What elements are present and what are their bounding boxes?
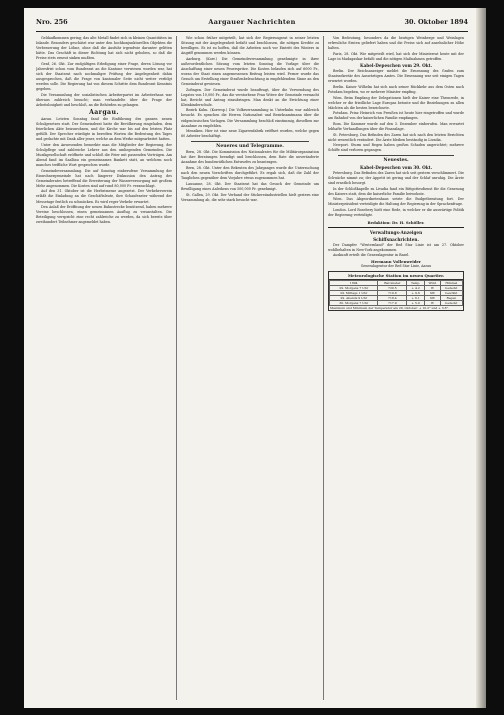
weather-row [330,300,463,305]
weather-cell: + 6.1 [407,295,425,300]
weather-column-header: Barometer [378,280,407,285]
article-paragraph: Berlin. Der Reichsanzeiger meldet die Ernennung des Grafen zum Staatssekretär des Auswärtigen Amtes. Die Ernennung war seit einigen Tagen erwartet worden. [328,69,464,84]
weather-cell: + 5.0 [407,300,425,305]
article-paragraph: Die Versammlung der sozialistischen Arbeiterpartei im Arbeiterhaus war überaus zahlreich besucht; man verhandelte über die Frage der Arbeitslosigkeit und beschloß, an die Behörden zu gelangen. [36,92,172,107]
article-paragraph: Zofingen. Der Gemeinderat wurde beauftragt, über die Verwendung des Legates von 10,000 Fr., das die verstorbene Frau Witwe der Gemeinde vermacht hat, Bericht und Antrag einzubringen. Man denkt an die Errichtung einer Kleinkinderschule. [181,87,319,107]
weather-cell: 29. Morgens 7 Uhr [330,285,378,290]
page-fold-shadow [476,8,486,708]
article-paragraph: Wien. Das Abgeordnetenhaus setzte die Budgetberatung fort. Der Ministerpräsident verteidigte die Haltung der Regierung in der Sprachenfrage. [328,197,464,207]
column-1 [36,36,172,700]
article-paragraph: Newport. Sturm und Regen haben großen Schaden angerichtet; mehrere Schiffe sind verloren gegangen. [328,143,464,153]
article-paragraph: Den Anlaß der Eröffnung der neuen Bahnstrecke benützend, haben mehrere Vereine beschlossen, einen gemeinsamen Ausflug zu veranstalten. Die Beteiligung verspricht eine recht zahlreiche zu werden, da sich bereits über zweihundert Teilnehmer angemeldet haben. [36,205,172,225]
article-paragraph: Bern, 28. Okt. Die Kommission des Nationalrates für die Militärorganisation hat ihre Beratungen beendigt und beschlossen, dem Rate die unveränderte Annahme des bundesrätlichen Entwurfes zu beantragen. [181,150,319,165]
column-divider [323,36,324,700]
weather-column-header: Wind [425,280,441,285]
issue-date: 30. Oktober 1894 [404,18,468,26]
article-paragraph: Geldaufkommen gering; das alte Metall findet sich in kleinen Quantitäten im Inlande. Besonders geschätzt war unter den hochkonjunkturellen Objekten die Verbesserung der Löhne, ohne daß die Ausfuhr irgendwie darunter gelitten hätte. Das Geschäft in dieser Richtung hat sich nicht gehoben, so daß die Preise stets erneut sinken mußten. [36,36,172,61]
weather-title: Meteorologische Station im neuen Quartier. [329,272,463,279]
section-heading-telegrams: Kabel-Depeschen vom 29. Okt. [359,63,433,69]
col2-news-articles [181,150,319,202]
weather-cell: 720.5 [378,285,407,290]
col3-intro [328,36,464,62]
article-paragraph: Aarau. Letzten Sonntag fand die Einführung des ganzen neuen Schulgesetzes statt. Der Gemeinderat hatte die Bevölkerung eingeladen, dem feierlichen Akte beizuwohnen, und die Kirche war bis auf den letzten Platz gefüllt. Der Sprecher würdigte in beredten Worten die Bedeutung des Tages und gedachte mit Dank aller jener, welche an dem Werke mitgearbeitet hatten. [36,116,172,142]
weather-cell: 29. Abends 9 Uhr [330,295,378,300]
weather-cell: bedeckt [440,285,462,290]
weather-note: Maximum und Minimum der Temperatur am 29. Oktober: + 10.2° und + 3.8°. [330,305,449,310]
article-paragraph: In der Schloßkapelle zu Livadia fand ein Bittgottesdienst für die Genesung des Kaisers statt, dem die kaiserliche Familie beiwohnte. [328,186,464,196]
article-paragraph: Paris, 28. Okt. Wie mitgeteilt wird, hat sich der Ministerrat heute mit der Lage in Madagaskar befaßt und die nötigen Maßnahmen getroffen. [328,51,464,61]
weather-cell: 29. Mittags 1 Uhr [330,290,378,295]
article-paragraph: St. Petersburg. Das Befinden des Zaren hat sich nach den letzten Berichten nicht wesentlich verändert. Die Ärzte bleiben beständig in Livadia. [328,132,464,142]
col1-aargau-articles [36,117,172,225]
article-paragraph: Wie schon früher mitgeteilt, hat sich der Regierungsrat in seiner letzten Sitzung mit der Angelegenheit befaßt und beschlossen, die nötigen Kredite zu bewilligen. Es ist zu hoffen, daß die Arbeiten noch vor Eintritt des Winters in Angriff genommen werden können. [181,36,319,56]
article-paragraph: Lausanne, 28. Okt. Der Staatsrat hat das Gesuch der Gemeinde um Bewilligung eines Anleihens von 500,000 Fr. genehmigt. [181,181,319,191]
article-paragraph: Aarburg. (Korr.) Die Gemeindeversammlung genehmigte in ihrer außerordentlichen Sitzung vom letzten Sonntag die Vorlage über die Anschaffung einer neuen Feuerspritze. Die Kosten belaufen sich auf 6000 Fr., woran der Staat einen angemessenen Beitrag leisten wird. Ferner wurde das Gesuch um Erstellung einer Straßenbeleuchtung in empfehlendem Sinne an den Gemeinderat gewiesen. [181,56,319,87]
article-paragraph: Menziken. Hier ist eine neue Zigarrenfabrik eröffnet worden, welche gegen 60 Arbeiter beschäftigt. [181,129,319,139]
weather-cell: Regen [440,295,462,300]
article-paragraph: Genf, 26. Okt. Zur endgültigen Erledigung einer Frage, deren Lösung vor Jahresfrist schon vom Bundesrat an die Kantone verwiesen worden war, hat sich der Staatsrat nach nochmaliger Prüfung der Angelegenheit dahin ausgesprochen, daß die Frage von kantonaler Seite nicht weiter verfolgt werden solle. Die Regierung hat von diesem Schritte dem Bundesrat Kenntnis gegeben. [36,61,172,92]
col2-articles [181,36,319,139]
weather-cell: SW [425,290,441,295]
weather-column-header: Himmel [440,280,462,285]
column-2 [181,36,319,700]
col3-telegrams [328,69,464,153]
column-3 [328,36,464,700]
article-paragraph: Petersburg. Das Befinden des Zaren hat sich seit gestern verschlimmert. Die Schwäche nimmt zu; der Appetit ist gering und der Schlaf unruhig. Die Ärzte sind ernstlich besorgt. [328,170,464,185]
article-paragraph: Berlin. Kaiser Wilhelm hat sich nach seiner Rückkehr aus dem Osten nach Potsdam begeben, wo er mehrere Minister empfing. [328,84,464,94]
ad-name: Hermann Vollenweider [371,259,421,265]
section-subheading-ships: Schiffsnachrichten. [373,236,419,242]
weather-station-box [328,271,464,310]
weather-table [329,280,463,306]
weather-cell: + 4.2 [407,285,425,290]
column-divider [176,36,177,700]
section-divider [328,227,464,228]
section-heading-aargau: Aargau. [89,109,119,117]
section-divider [191,141,309,142]
weather-column-header: Temp. [407,280,425,285]
article-paragraph: Der Dampfer "Westernland" der Red Star Linie ist am 27. Oktober wohlbehalten in New-York angekommen. [328,242,464,252]
weather-cell: W [425,285,441,290]
ad-line: Generalagentur der Red Star Linie, Aarau [360,264,432,269]
weather-cell: 719.8 [378,290,407,295]
advertisement [328,259,464,269]
weather-cell: W [425,300,441,305]
newspaper-page [24,8,486,708]
section-heading-trade: Verwaltungs-Anzeigen [369,230,423,236]
section-heading-latest: Neuestes. [383,158,409,164]
article-paragraph: Von Bedeutung, besonders da die heutigen Weinberge und Weinlagen erfreuliche Ernten geliefert haben und die Preise sich auf ansehnlicher Höhe halten. [328,36,464,51]
col3-latest-articles [328,171,464,218]
article-paragraph: Unter den Anwesenden bemerkte man die Mitglieder der Regierung, der Schulpflege und zahlreiche Lehrer aus den umliegenden Gemeinden. Die Musikgesellschaft eröffnete und schloß die Feier mit passenden Vorträgen. Am Abend fand im Saalbau ein gemeinsames Bankett statt, an welchem noch manches treffliche Wort gesprochen wurde. [36,142,172,167]
issue-number: Nro. 256 [36,18,68,26]
article-paragraph: Rom. Die Kammer wurde auf den 3. Dezember einberufen. Man erwartet lebhafte Verhandlungen über die Finanzlage. [328,122,464,132]
weather-cell: + 9.6 [407,290,425,295]
article-paragraph: Bern, 28. Okt. Unter den Rekruten des Jahrganges wurde die Untersuchung nach den neuen Vorschriften durchgeführt. Es ergab sich, daß die Zahl der Tauglichen gegenüber dem Vorjahre etwas zugenommen hat. [181,166,319,181]
editor-line: Redaktion: Dr. H. Schöller. [367,220,425,226]
newspaper-title: Aargauer Nachrichten [208,18,296,26]
article-paragraph: Wien. Beim Empfang der Delegationen hielt der Kaiser eine Thronrede, in welcher er die friedliche Lage Europas betonte und die Beziehungen zu allen Mächten als die besten bezeichnete. [328,95,464,110]
article-paragraph: London. Lord Rosebery hielt eine Rede, in welcher er die auswärtige Politik der Regierung verteidigte. [328,207,464,218]
article-paragraph: Bezirk Kulm. (Korresp.) Die Volksversammlung in Unterkulm war zahlreich besucht. Es sprachen die Herren Nationalrat und Bezirksamtmann über die eidgenössischen Vorlagen. Die Versammlung beschloß einstimmig, dieselben zur Annahme zu empfehlen. [181,108,319,128]
article-paragraph: Gemeindeversammlung. Die auf Sonntag einberufene Versammlung der Einwohnergemeinde hat nach längerer Diskussion den Antrag des Gemeinderates betreffend die Erweiterung der Wasserversorgung mit großem Mehr angenommen. Die Kosten sind auf rund 80,000 Fr. veranschlagt. [36,168,172,188]
article-paragraph: Auskunft erteilt die Generalagentur in Basel. [333,253,410,258]
col1-intro [36,36,172,108]
weather-cell: bewölkt [440,290,462,295]
section-heading-news: Neueres und Telegramme. [216,144,284,150]
weather-cell: 718.4 [378,295,407,300]
weather-cell: SW [425,295,441,300]
masthead-rule [36,31,468,32]
col3-trade-articles [328,243,464,259]
weather-cell: 30. Morgens 7 Uhr [330,300,378,305]
weather-cell: 717.9 [378,300,407,305]
section-subheading-latest: Kabel-Depeschen vom 30. Okt. [359,165,433,171]
article-paragraph: Potsdam. Prinz Heinrich von Preußen ist heute hier eingetroffen und wurde am Bahnhof von der kaiserlichen Familie empfangen. [328,111,464,121]
section-divider [338,155,454,156]
masthead [36,18,468,30]
weather-cell: bedeckt [440,300,462,305]
weather-column-header: 1894 [330,280,378,285]
article-paragraph: Auf den 31. Oktober ist die Herbstmesse angesetzt. Der Verkehrsverein erläßt die Einladung an die Geschäftsleute, ihre Schaufenster während der Messetage festlich zu schmücken. Es wird reger Verkehr erwartet. [36,189,172,204]
article-paragraph: St. Gallen, 29. Okt. Der Verband der Stickereiindustriellen hielt gestern eine Versammlung ab, die sehr stark besucht war. [181,192,319,202]
